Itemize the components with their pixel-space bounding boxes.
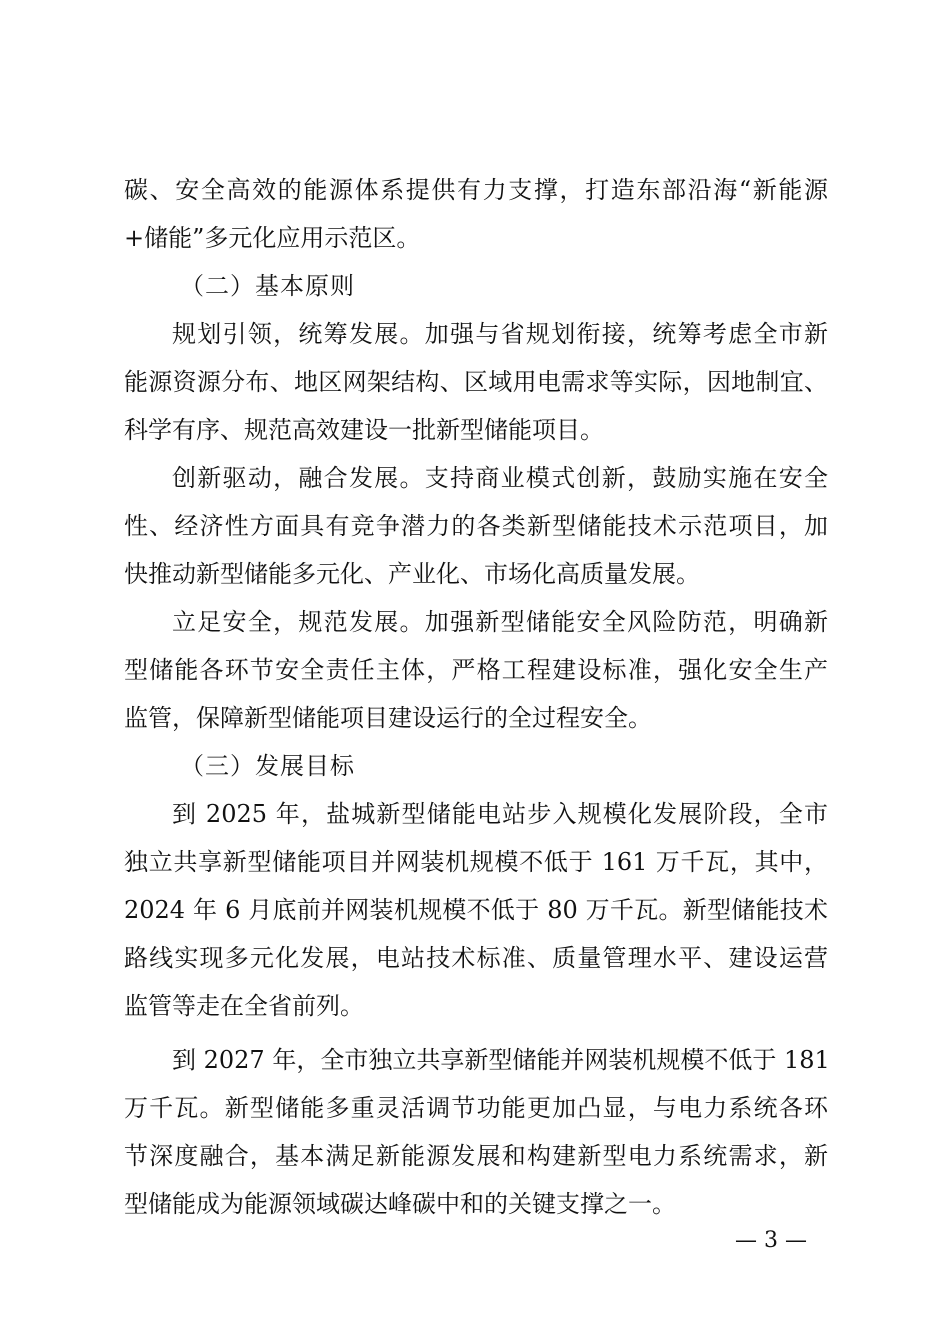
text-line: 万千瓦。新型储能多重灵活调节功能更加凸显，与电力系统各环: [124, 1094, 828, 1122]
paragraph-first-line: 创新驱动，融合发展。支持商业模式创新，鼓励实施在安全: [172, 464, 828, 492]
text-line: 性、经济性方面具有竞争潜力的各类新型储能技术示范项目，加: [124, 512, 828, 540]
text-line: 能源资源分布、地区网架结构、区域用电需求等实际，因地制宜、: [124, 368, 828, 396]
text-line: +储能”多元化应用示范区。: [124, 224, 421, 252]
section-heading: （三）发展目标: [180, 752, 355, 780]
text-line: 科学有序、规范高效建设一批新型储能项目。: [124, 416, 604, 444]
page-number: — 3 —: [735, 1228, 807, 1253]
text-line: 型储能各环节安全责任主体，严格工程建设标准，强化安全生产: [124, 656, 828, 684]
paragraph-first-line: 规划引领，统筹发展。加强与省规划衔接，统筹考虑全市新: [172, 320, 828, 348]
text-line: 监管，保障新型储能项目建设运行的全过程安全。: [124, 704, 652, 732]
text-line: 路线实现多元化发展，电站技术标准、质量管理水平、建设运营: [124, 944, 828, 972]
paragraph-first-line: 立足安全，规范发展。加强新型储能安全风险防范，明确新: [172, 608, 828, 636]
paragraph-first-line: 到 2025 年，盐城新型储能电站步入规模化发展阶段，全市: [172, 800, 828, 828]
text-line: 快推动新型储能多元化、产业化、市场化高质量发展。: [124, 560, 700, 588]
text-line: 节深度融合，基本满足新能源发展和构建新型电力系统需求，新: [124, 1142, 828, 1170]
text-line: 独立共享新型储能项目并网装机规模不低于 161 万千瓦，其中，: [124, 848, 828, 876]
text-line: 型储能成为能源领域碳达峰碳中和的关键支撑之一。: [124, 1190, 676, 1218]
text-line: 监管等走在全省前列。: [124, 992, 364, 1020]
section-heading: （二）基本原则: [180, 272, 355, 300]
document-body: [124, 166, 828, 1228]
paragraph-first-line: 到 2027 年，全市独立共享新型储能并网装机规模不低于 181: [172, 1046, 830, 1074]
text-line: 碳、安全高效的能源体系提供有力支撑，打造东部沿海“新能源: [124, 176, 828, 204]
text-line: 2024 年 6 月底前并网装机规模不低于 80 万千瓦。新型储能技术: [124, 896, 828, 924]
